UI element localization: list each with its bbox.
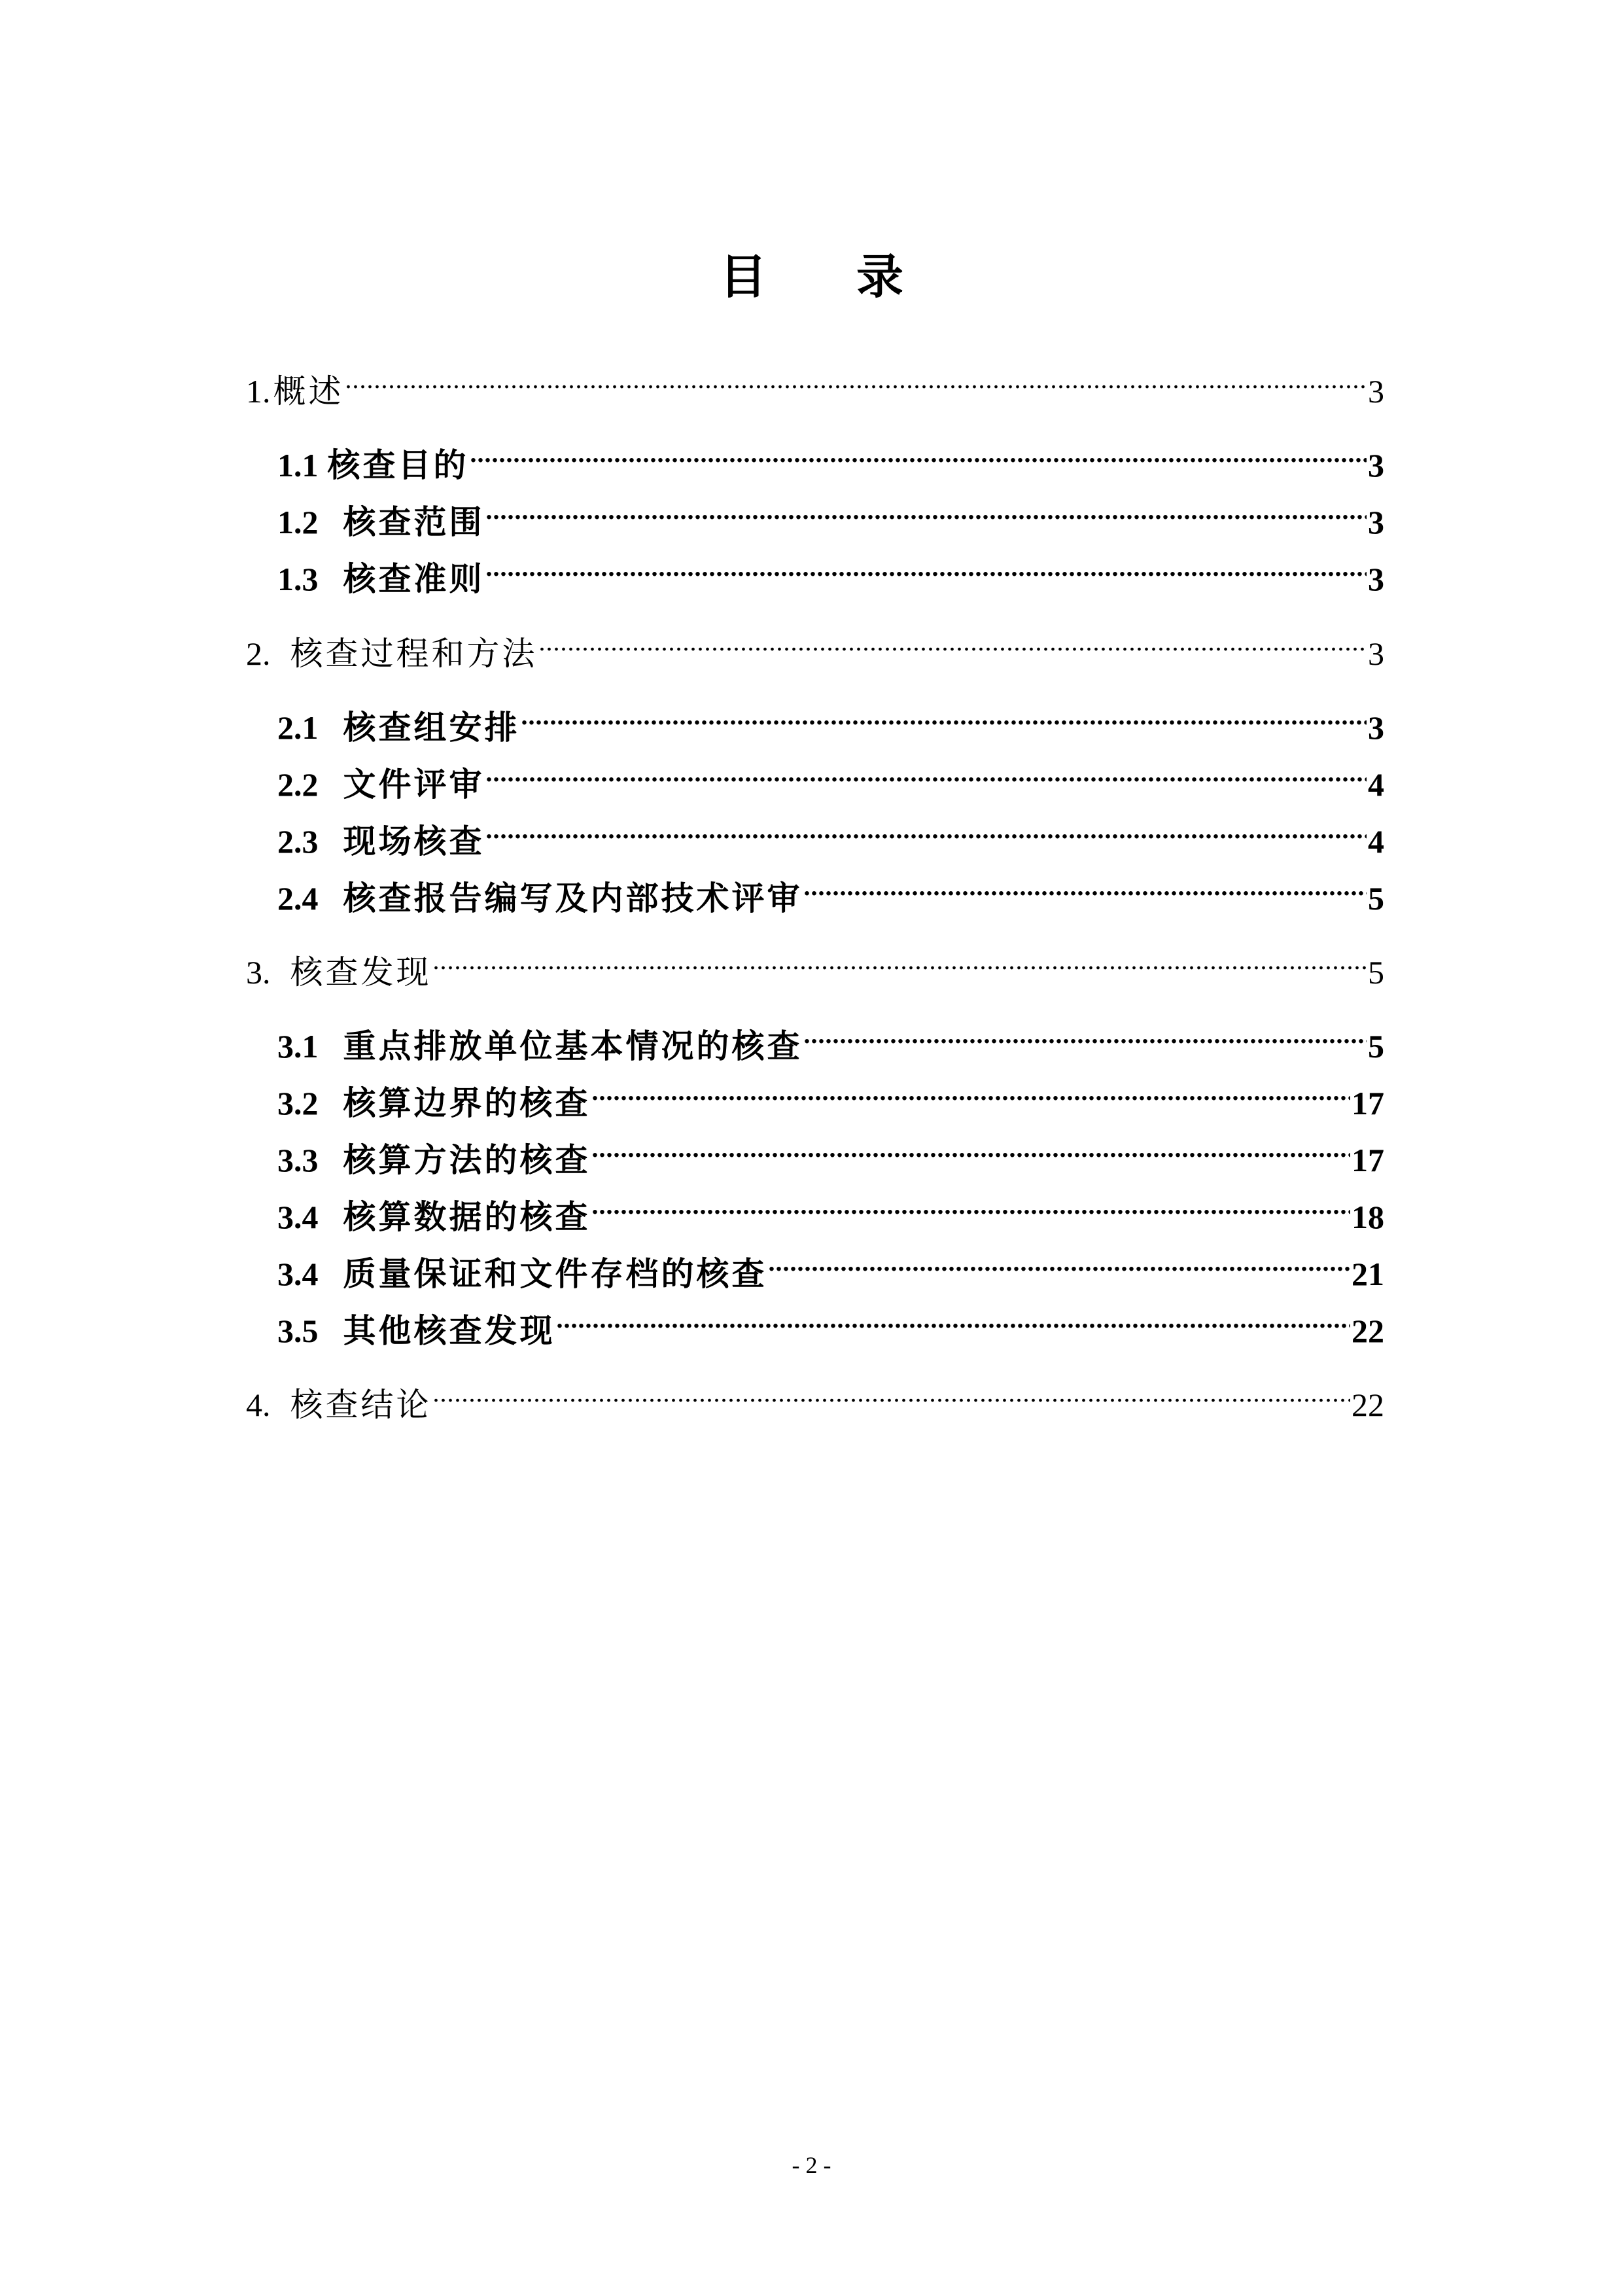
toc-entry-label: 核查组安排 xyxy=(343,709,520,747)
toc-leader-dots xyxy=(486,750,1367,796)
toc-entry-number: 2. xyxy=(246,635,271,672)
toc-leader-dots xyxy=(769,1239,1351,1285)
toc-entry-label: 核查目的 xyxy=(327,446,469,484)
toc-entry-label: 核查报告编写及内部技术评审 xyxy=(343,879,803,917)
toc-entry-4[interactable] xyxy=(246,1370,1384,1424)
toc-entry-number: 3.2 xyxy=(277,1085,319,1122)
toc-leader-dots xyxy=(592,1182,1351,1228)
toc-entry-2-2[interactable] xyxy=(277,750,1384,804)
toc-entry-label: 核查范围 xyxy=(343,503,485,541)
toc-entry-label: 核查结论 xyxy=(290,1386,432,1424)
toc-leader-dots xyxy=(433,1370,1351,1416)
toc-entry-number: 3.4 xyxy=(277,1199,319,1235)
toc-leader-dots xyxy=(521,693,1367,739)
toc-entry-3[interactable] xyxy=(246,938,1384,991)
toc-entry-2-1[interactable] xyxy=(277,693,1384,747)
toc-entry-page: 5 xyxy=(1368,880,1384,917)
toc-entry-3-3[interactable] xyxy=(277,1125,1384,1179)
toc-entry-label: 核查准则 xyxy=(343,560,485,598)
toc-entry-number: 2.1 xyxy=(277,709,319,746)
toc-entry-page: 3 xyxy=(1368,709,1384,746)
toc-entry-label: 概述 xyxy=(273,372,344,410)
toc-entry-page: 3 xyxy=(1368,373,1384,410)
toc-entry-number: 1.3 xyxy=(277,561,319,597)
toc-entry-1-1[interactable] xyxy=(277,431,1384,484)
toc-leader-dots xyxy=(345,357,1367,402)
toc-entry-label: 核算数据的核查 xyxy=(343,1198,591,1236)
toc-leader-dots xyxy=(486,544,1367,590)
toc-entry-label: 文件评审 xyxy=(343,766,485,804)
toc-entry-page: 4 xyxy=(1368,766,1384,803)
toc-entry-1-2[interactable] xyxy=(277,487,1384,541)
toc-entry-page: 4 xyxy=(1368,823,1384,860)
toc-leader-dots xyxy=(486,807,1367,853)
toc-entry-label: 其他核查发现 xyxy=(343,1312,555,1350)
toc-entry-3-5[interactable] xyxy=(277,1296,1384,1350)
toc-entry-number: 1.1 xyxy=(277,447,319,484)
toc-entry-page: 3 xyxy=(1368,561,1384,597)
toc-entry-number: 2.2 xyxy=(277,766,319,803)
toc-entry-3-1[interactable] xyxy=(277,1012,1384,1065)
toc-entry-number: 1.2 xyxy=(277,504,319,540)
toc-entry-page: 17 xyxy=(1352,1085,1384,1122)
page-number-footer: - 2 - xyxy=(792,2152,831,2178)
toc-leader-dots xyxy=(486,487,1367,533)
toc-leader-dots xyxy=(804,864,1367,910)
toc-leader-dots xyxy=(592,1125,1351,1171)
toc-entry-number: 1. xyxy=(246,373,271,410)
toc-entry-2-3[interactable] xyxy=(277,807,1384,860)
toc-entry-3-4b[interactable] xyxy=(277,1239,1384,1293)
toc-entry-page: 22 xyxy=(1352,1386,1384,1423)
toc-entry-page: 3 xyxy=(1368,447,1384,484)
toc-leader-dots xyxy=(539,619,1367,665)
toc-leader-dots xyxy=(804,1012,1367,1057)
toc-entry-1-3[interactable] xyxy=(277,544,1384,598)
toc-entry-2[interactable] xyxy=(246,619,1384,673)
toc-entry-number: 3.4 xyxy=(277,1256,319,1292)
toc-entry-number: 2.3 xyxy=(277,823,319,860)
toc-entry-1[interactable] xyxy=(246,357,1384,410)
toc-entry-page: 5 xyxy=(1368,954,1384,991)
toc-entry-label: 质量保证和文件存档的核查 xyxy=(343,1255,767,1293)
toc-entry-page: 3 xyxy=(1368,635,1384,672)
toc-leader-dots xyxy=(557,1296,1351,1342)
toc-entry-number: 3.3 xyxy=(277,1142,319,1178)
toc-entry-label: 核查发现 xyxy=(290,953,432,991)
toc-entry-label: 现场核查 xyxy=(343,822,485,860)
toc-entry-3-2[interactable] xyxy=(277,1069,1384,1122)
toc-entry-number: 3.1 xyxy=(277,1028,319,1065)
toc-entry-page: 17 xyxy=(1352,1142,1384,1178)
toc-leader-dots xyxy=(433,938,1367,983)
toc-entry-page: 3 xyxy=(1368,504,1384,540)
toc-entry-page: 5 xyxy=(1368,1028,1384,1065)
toc-entry-label: 核算边界的核查 xyxy=(343,1084,591,1122)
toc-entry-page: 21 xyxy=(1352,1256,1384,1292)
toc-entry-page: 22 xyxy=(1352,1313,1384,1349)
toc-entry-label: 核查过程和方法 xyxy=(290,635,538,673)
toc-leader-dots xyxy=(592,1069,1351,1114)
toc-entry-label: 重点排放单位基本情况的核查 xyxy=(343,1027,803,1065)
toc-entry-label: 核算方法的核查 xyxy=(343,1141,591,1179)
toc-entry-number: 3. xyxy=(246,954,271,991)
toc-entry-number: 4. xyxy=(246,1386,271,1423)
toc-leader-dots xyxy=(470,431,1367,476)
toc-entry-2-4[interactable] xyxy=(277,864,1384,917)
toc-title: 目 录 xyxy=(719,249,941,304)
toc-entry-number: 2.4 xyxy=(277,880,319,917)
toc-entry-3-4[interactable] xyxy=(277,1182,1384,1236)
toc-entry-page: 18 xyxy=(1352,1199,1384,1235)
toc-entry-number: 3.5 xyxy=(277,1313,319,1349)
